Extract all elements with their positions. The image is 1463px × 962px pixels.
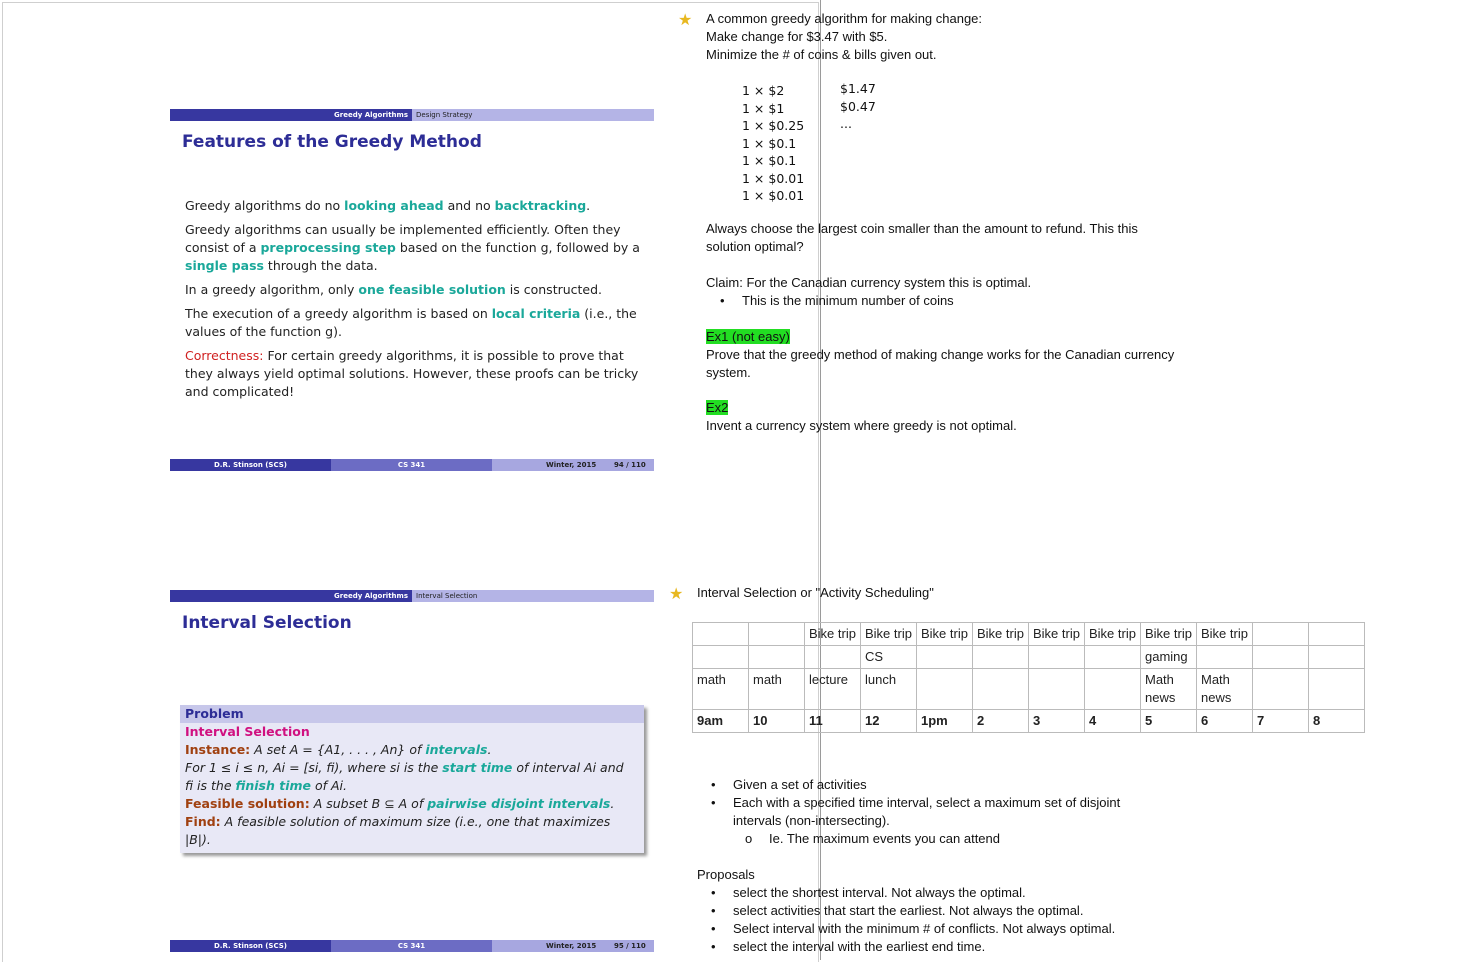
problem-heading: Problem [180, 705, 644, 723]
coin-item: 1 × $0.01 [742, 188, 805, 203]
table-cell: 10 [749, 710, 805, 733]
table-cell [1253, 646, 1309, 669]
question-text: Always choose the largest coin smaller than the amount to refund. This this solution optimal? [706, 221, 1138, 254]
table-cell [1253, 669, 1309, 710]
table-cell [973, 646, 1029, 669]
claim-text: Claim: For the Canadian currency system this is optimal. [706, 275, 1032, 290]
problem-name: Interval Selection [185, 724, 310, 739]
note-line: A common greedy algorithm for making change: [706, 11, 983, 26]
coin-item: 1 × $1 [742, 100, 785, 116]
problem-body [180, 723, 644, 853]
coin-list [742, 82, 804, 205]
table-cell [1197, 646, 1253, 669]
ex2-text: Invent a currency system where greedy is not optimal. [706, 418, 1017, 433]
header-section: Greedy Algorithms [170, 590, 412, 602]
notes-exercise-2 [706, 399, 1176, 435]
slide-footer [170, 940, 654, 952]
table-cell: CS [861, 646, 917, 669]
table-cell [749, 623, 805, 646]
slide-title: Features of the Greedy Method [182, 132, 482, 152]
table-cell [1309, 623, 1365, 646]
slide-title: Interval Selection [182, 613, 352, 633]
sub-bullet-item: o Ie. The maximum events you can attend [733, 830, 1157, 848]
problem-box [180, 705, 644, 853]
star-icon[interactable]: ★ [669, 584, 684, 603]
notes-interval-bullets [697, 776, 1157, 848]
table-cell [917, 646, 973, 669]
notes-interval-title: Interval Selection or "Activity Scheduling" [697, 585, 934, 600]
table-cell: Bike trip [1141, 623, 1197, 646]
table-cell [805, 646, 861, 669]
table-row [693, 623, 1365, 646]
footer-page: 95 / 110 [614, 942, 646, 950]
remain-item: $1.47 [840, 81, 876, 96]
footer-term: Winter, 2015 [546, 461, 597, 469]
table-row [693, 669, 1365, 710]
table-cell: Bike trip [973, 623, 1029, 646]
find-line: Find: A feasible solution of maximum size (i.e., one that maximizes |B|). [185, 814, 611, 847]
table-cell [1253, 623, 1309, 646]
table-row [693, 646, 1365, 669]
table-cell: 4 [1085, 710, 1141, 733]
schedule-table [692, 622, 1365, 733]
table-cell: Bike trip [1197, 623, 1253, 646]
table-cell: Math news [1141, 669, 1197, 710]
proposals-label: Proposals [697, 867, 755, 882]
point-4: The execution of a greedy algorithm is based on local criteria (i.e., the values of the function g). [185, 306, 637, 339]
table-row [693, 710, 1365, 733]
feasible-line: Feasible solution: A subset B ⊆ A of pairwise disjoint intervals. [185, 796, 615, 811]
table-cell: lunch [861, 669, 917, 710]
proposal-item: • select activities that start the earliest. Not always the optimal. [733, 902, 1197, 920]
table-cell: Bike trip [1029, 623, 1085, 646]
table-cell [1029, 646, 1085, 669]
table-cell: 5 [1141, 710, 1197, 733]
footer-term: Winter, 2015 [546, 942, 597, 950]
table-cell: Bike trip [917, 623, 973, 646]
table-cell: Bike trip [1085, 623, 1141, 646]
remain-item: ... [840, 116, 852, 131]
slide-body [185, 197, 645, 407]
table-cell [693, 646, 749, 669]
for-line: For 1 ≤ i ≤ n, Ai = [si, fi), where si is the start time of interval Ai and [185, 760, 624, 775]
claim-bullet: • This is the minimum number of coins [742, 292, 1176, 310]
star-icon[interactable]: ★ [678, 10, 693, 29]
table-cell: 8 [1309, 710, 1365, 733]
slide-header [170, 109, 654, 121]
table-cell: 12 [861, 710, 917, 733]
note-line: Make change for $3.47 with $5. [706, 29, 888, 44]
table-cell: 7 [1253, 710, 1309, 733]
table-cell: 1pm [917, 710, 973, 733]
table-cell: 9am [693, 710, 749, 733]
coin-item: 1 × $2 [742, 83, 785, 98]
table-cell [1309, 646, 1365, 669]
proposal-item: • Select interval with the minimum # of conflicts. Not always optimal. [733, 920, 1197, 938]
table-cell [1029, 669, 1085, 710]
table-cell: gaming [1141, 646, 1197, 669]
notes-claim [706, 274, 1176, 310]
notes-proposals [697, 866, 1197, 956]
point-3: In a greedy algorithm, only one feasible solution is constructed. [185, 282, 603, 297]
coin-item: 1 × $0.25 [742, 118, 805, 133]
bullet-item: • Given a set of activities [733, 776, 1157, 794]
footer-page: 94 / 110 [614, 461, 646, 469]
table-cell: math [693, 669, 749, 710]
notes-exercise-1 [706, 328, 1176, 382]
notes-change [706, 10, 1176, 64]
footer-author: D.R. Stinson (SCS) [170, 459, 331, 471]
instance-line: Instance: A set A = {A1, . . . , An} of intervals. [185, 742, 492, 757]
coin-item: 1 × $0.1 [742, 153, 797, 168]
table-cell [1085, 669, 1141, 710]
table-cell [1309, 669, 1365, 710]
table-cell: Math news [1197, 669, 1253, 710]
proposal-item: • select the interval with the earliest end time. [733, 938, 1197, 956]
table-cell: lecture [805, 669, 861, 710]
header-subsection: Interval Selection [416, 592, 478, 600]
ex2-label: Ex2 [706, 400, 729, 415]
table-cell: math [749, 669, 805, 710]
coin-item: 1 × $0.1 [742, 135, 797, 151]
footer-right [492, 459, 654, 471]
slide-footer [170, 459, 654, 471]
header-subsection: Design Strategy [416, 111, 473, 119]
ex1-label: Ex1 (not easy) [706, 329, 790, 344]
ex1-text: Prove that the greedy method of making change works for the Canadian currency system. [706, 347, 1175, 380]
remaining-list [840, 80, 876, 133]
table-cell: 3 [1029, 710, 1085, 733]
footer-course: CS 341 [331, 940, 492, 952]
table-cell: 2 [973, 710, 1029, 733]
table-cell [917, 669, 973, 710]
footer-course: CS 341 [331, 459, 492, 471]
table-cell [1085, 646, 1141, 669]
header-section: Greedy Algorithms [170, 109, 412, 121]
table-cell: 11 [805, 710, 861, 733]
bullet-item: • Each with a specified time interval, select a maximum set of disjoint intervals (non-intersecting). [733, 794, 1157, 830]
table-cell: Bike trip [861, 623, 917, 646]
note-line: Minimize the # of coins & bills given out. [706, 47, 937, 62]
footer-right [492, 940, 654, 952]
point-2: Greedy algorithms can usually be implemented efficiently. Often they consist of a preprocessing step based on the function g, followed by a single pass through the data. [185, 222, 640, 273]
table-cell [973, 669, 1029, 710]
finish-line: fi is the finish time of Ai. [185, 778, 347, 793]
table-cell: 6 [1197, 710, 1253, 733]
footer-author: D.R. Stinson (SCS) [170, 940, 331, 952]
proposal-item: • select the shortest interval. Not always the optimal. [733, 884, 1197, 902]
remain-item: $0.47 [840, 98, 876, 114]
table-cell [749, 646, 805, 669]
slide-header [170, 590, 654, 602]
point-1: Greedy algorithms do no looking ahead and no backtracking. [185, 198, 591, 213]
table-cell: Bike trip [805, 623, 861, 646]
point-5: Correctness: For certain greedy algorithms, it is possible to prove that they always yield optimal solutions. However, these proofs can be tricky and complicated! [185, 348, 639, 399]
notes-question [706, 220, 1176, 256]
table-cell [693, 623, 749, 646]
coin-item: 1 × $0.01 [742, 170, 805, 186]
